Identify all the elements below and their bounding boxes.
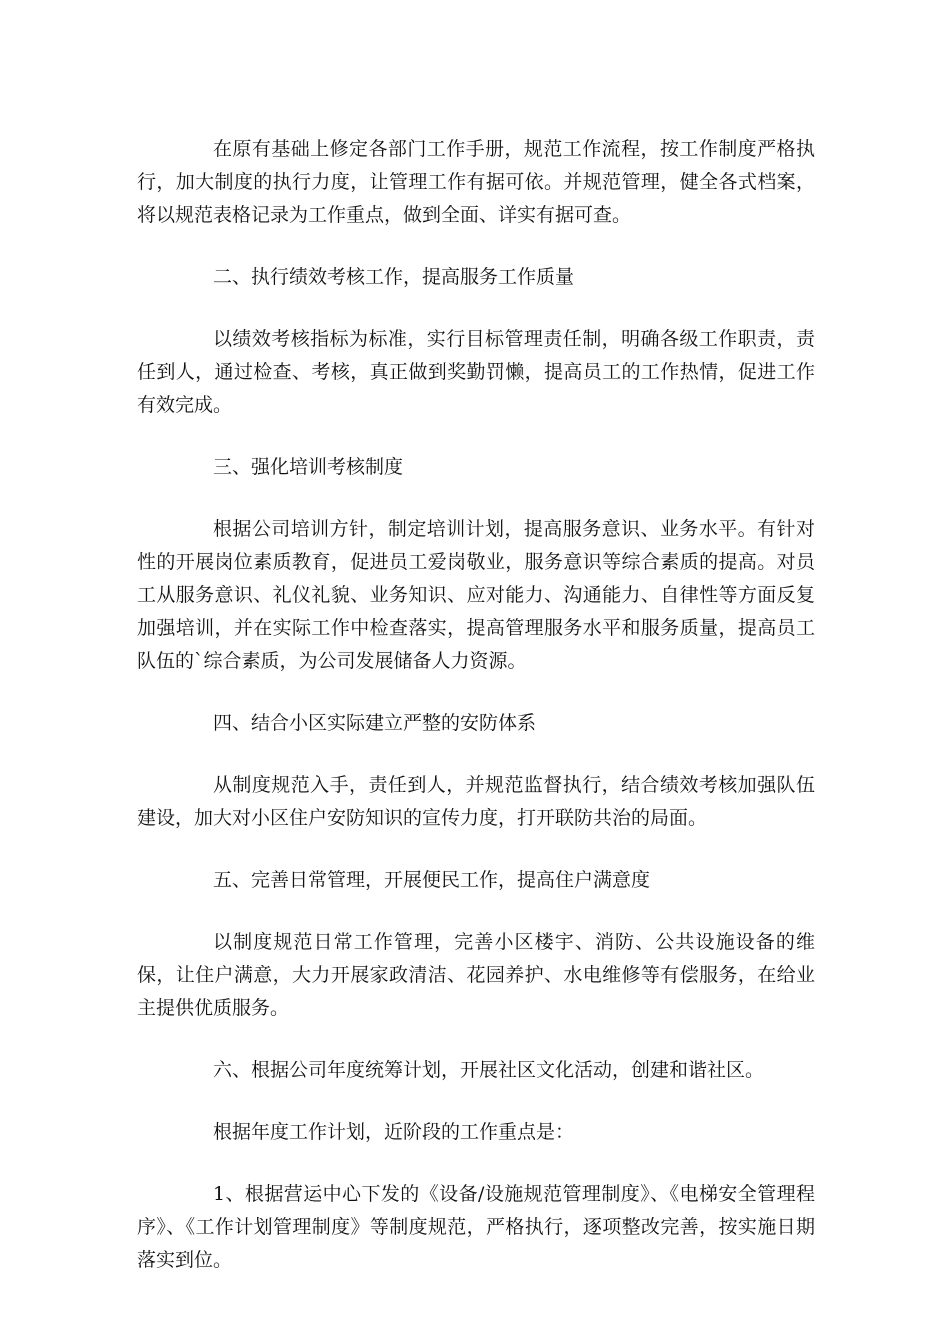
heading-performance-assessment: 二、执行绩效考核工作，提高服务工作质量 <box>213 266 575 288</box>
document-page <box>137 133 815 1306</box>
paragraph-current-focus-intro: 根据年度工作计划，近阶段的工作重点是： <box>213 1121 575 1143</box>
paragraph-training: 根据公司培训方针，制定培训计划，提高服务意识、业务水平。有针对性的开展岗位素质教育，促进员工爱岗敬业，服务意识等综合素质的提高。对员工从服务意识、礼仪礼貌、业务知识、应对能力、沟通能力、自律性等方面反复加强培训，并在实际工作中检查落实，提高管理服务水平和服务质量，提高员工队伍的`综合素质，为公司发展储备人力资源。 <box>137 518 815 672</box>
paragraph-focus-item-1: 1、根据营运中心下发的《设备/设施规范管理制度》、《电梯安全管理程序》、《工作计划管理制度》等制度规范，严格执行，逐项整改完善，按实施日期落实到位。 <box>137 1183 815 1271</box>
paragraph-performance-assessment: 以绩效考核指标为标准，实行目标管理责任制，明确各级工作职责，责任到人，通过检查、考核，真正做到奖勤罚懒，提高员工的工作热情，促进工作有效完成。 <box>137 328 815 416</box>
paragraph-daily-management: 以制度规范日常工作管理，完善小区楼宇、消防、公共设施设备的维保，让住户满意，大力开展家政清洁、花园养护、水电维修等有偿服务，在给业主提供优质服务。 <box>137 931 815 1019</box>
heading-community-culture: 六、根据公司年度统筹计划，开展社区文化活动，创建和谐社区。 <box>213 1059 765 1081</box>
paragraph-manual-revision: 在原有基础上修定各部门工作手册，规范工作流程，按工作制度严格执行，加大制度的执行力度，让管理工作有据可依。并规范管理，健全各式档案，将以规范表格记录为工作重点，做到全面、详实有据可查。 <box>137 138 815 226</box>
heading-training: 三、强化培训考核制度 <box>213 456 404 478</box>
heading-daily-management: 五、完善日常管理，开展便民工作，提高住户满意度 <box>213 869 651 891</box>
paragraph-security-system: 从制度规范入手，责任到人，并规范监督执行，结合绩效考核加强队伍建设，加大对小区住户安防知识的宣传力度，打开联防共治的局面。 <box>137 774 815 829</box>
heading-security-system: 四、结合小区实际建立严整的安防体系 <box>213 712 537 734</box>
